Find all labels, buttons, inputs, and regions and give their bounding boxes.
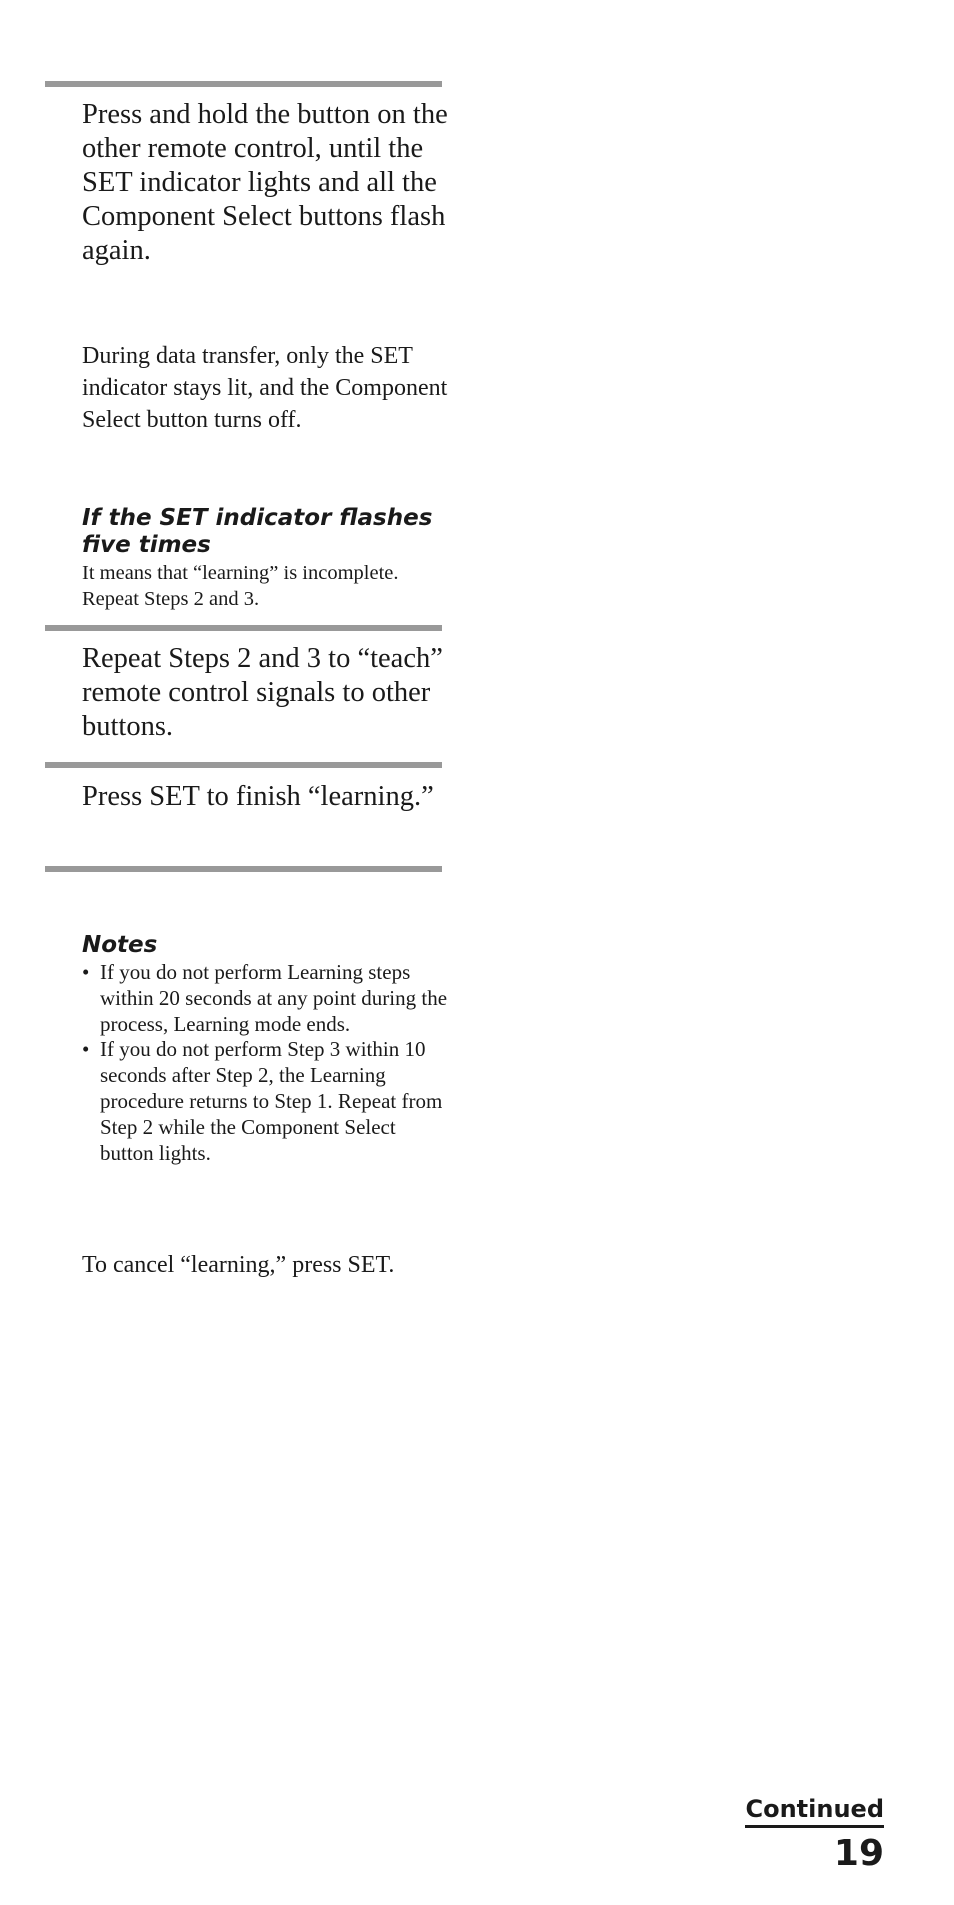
step-5-instruction: Repeat Steps 2 and 3 to “teach” remote control signals to other buttons.	[82, 643, 443, 742]
notes-list	[82, 960, 450, 1166]
note-item: • If you do not perform Learning steps within 20 seconds at any point during the process, Learning mode ends.	[82, 960, 450, 1037]
continued-label: Continued	[745, 1795, 884, 1828]
step-6-divider	[45, 762, 442, 768]
step-4-tip-body: It means that “learning” is incomplete. Repeat Steps 2 and 3.	[82, 562, 399, 610]
step-4-tip-heading: If the SET indicator flashes five times	[82, 505, 433, 558]
cancel-instruction: To cancel “learning,” press SET.	[82, 1252, 395, 1278]
step-4-divider	[45, 81, 442, 87]
step-4-instruction: Press and hold the button on the other remote control, until the SET indicator lights and all the Component Select buttons flash again.	[82, 99, 448, 266]
note-item: • If you do not perform Step 3 within 10 seconds after Step 2, the Learning procedure returns to Step 1. Repeat from Step 2 while the Component Select button lights.	[82, 1037, 450, 1166]
step-4-detail: During data transfer, only the SET indicator stays lit, and the Component Select button turns off.	[82, 343, 448, 433]
step-5-divider	[45, 625, 442, 631]
step-6-instruction: Press SET to finish “learning.”	[82, 781, 434, 812]
notes-heading: Notes	[82, 932, 158, 958]
page-number: 19	[833, 1833, 884, 1874]
steps-end-divider	[45, 866, 442, 872]
